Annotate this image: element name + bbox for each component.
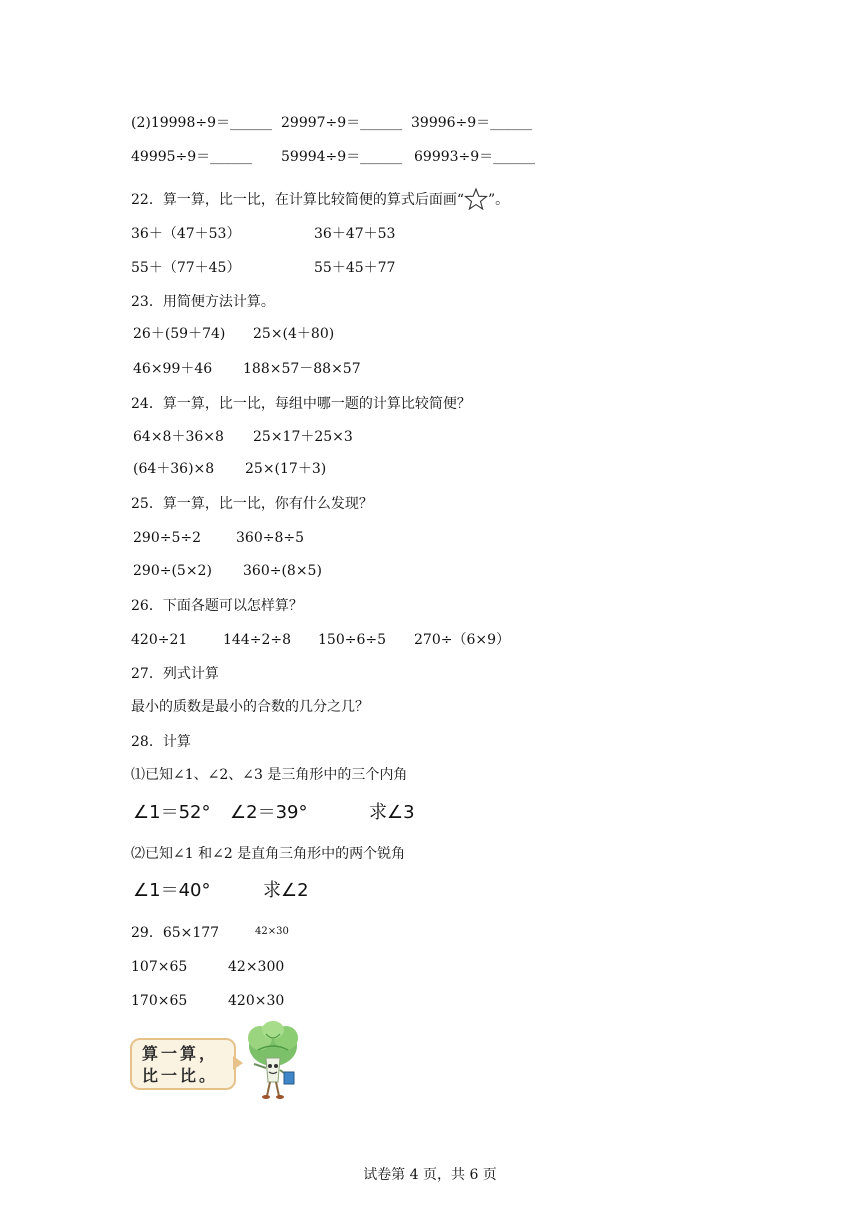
q28-find-angle3: 求∠3	[369, 802, 415, 823]
star-outline-icon	[464, 188, 488, 210]
q29-expr-3: 170×65	[131, 993, 188, 1009]
q22-expr-4: 55＋45＋77	[314, 260, 396, 276]
q22-title-text: 22．算一算，比一比，在计算比较简便的算式后面画“	[131, 192, 464, 208]
q21-item-2: 29997÷9＝______	[281, 115, 403, 131]
q21-item-4: 49995÷9＝______	[131, 149, 253, 165]
q28-part1: ⑴已知∠1、∠2、∠3 是三角形中的三个内角	[131, 767, 408, 783]
q22-title-end: ”。	[487, 192, 510, 208]
q28-title: 28．计算	[131, 734, 191, 750]
q23-expr-1: 26＋(59＋74)	[133, 326, 226, 342]
q27-text: 最小的质数是最小的合数的几分之几？	[131, 699, 369, 715]
q21-item-6: 69993÷9＝______	[414, 149, 536, 165]
cabbage-mascot-icon	[238, 1020, 308, 1102]
bubble-line-1: 算一算，	[142, 1044, 219, 1063]
q28-given-angle1: ∠1＝52°	[133, 802, 211, 823]
q28-part2: ⑵已知∠1 和∠2 是直角三角形中的两个锐角	[131, 846, 406, 862]
q26-title: 26．下面各题可以怎样算？	[131, 598, 303, 614]
q21-item-1: (2)19998÷9＝______	[131, 115, 273, 131]
q28-find-angle2: 求∠2	[263, 880, 309, 901]
q23-expr-4: 188×57－88×57	[243, 361, 361, 377]
q29-title: 29．65×177	[131, 925, 220, 941]
q24-expr-1: 64×8＋36×8	[133, 429, 224, 445]
q25-expr-3: 290÷(5×2)	[133, 563, 212, 579]
q23-expr-2: 25×(4＋80)	[253, 326, 335, 342]
q22-expr-2: 36＋47＋53	[314, 226, 396, 242]
q21-item-5: 59994÷9＝______	[281, 149, 403, 165]
q29-expr-2: 42×300	[228, 959, 285, 975]
q26-expr-3: 150÷6÷5	[318, 632, 386, 648]
q25-title: 25．算一算，比一比，你有什么发现？	[131, 496, 373, 512]
q28-given-angle1b: ∠1＝40°	[133, 880, 211, 901]
q26-expr-4: 270÷（6×9）	[414, 632, 510, 648]
q21-item-3: 39996÷9＝______	[411, 115, 533, 131]
q25-expr-2: 360÷8÷5	[236, 530, 304, 546]
q23-expr-3: 46×99＋46	[133, 361, 213, 377]
q24-expr-4: 25×(17＋3)	[245, 461, 327, 477]
q27-title: 27．列式计算	[131, 666, 219, 682]
bubble-line-2: 比一比。	[142, 1066, 219, 1085]
page-footer: 试卷第 4 页，共 6 页	[363, 1167, 497, 1183]
q22-expr-1: 36＋（47＋53）	[131, 226, 241, 242]
q26-expr-2: 144÷2÷8	[223, 632, 291, 648]
q29-expr-4: 420×30	[228, 993, 285, 1009]
q24-expr-2: 25×17＋25×3	[253, 429, 353, 445]
q23-title: 23．用简便方法计算。	[131, 294, 275, 310]
q25-expr-1: 290÷5÷2	[133, 530, 201, 546]
q22-expr-3: 55＋（77＋45）	[131, 260, 241, 276]
q28-given-angle2: ∠2＝39°	[230, 802, 308, 823]
q22-title	[131, 188, 509, 210]
q24-title: 24．算一算，比一比，每组中哪一题的计算比较简便？	[131, 396, 471, 412]
q29-small-expr: 42×30	[255, 926, 289, 937]
q25-expr-4: 360÷(8×5)	[243, 563, 322, 579]
q26-expr-1: 420÷21	[131, 632, 188, 648]
q24-expr-3: (64＋36)×8	[133, 461, 215, 477]
q29-expr-1: 107×65	[131, 959, 188, 975]
